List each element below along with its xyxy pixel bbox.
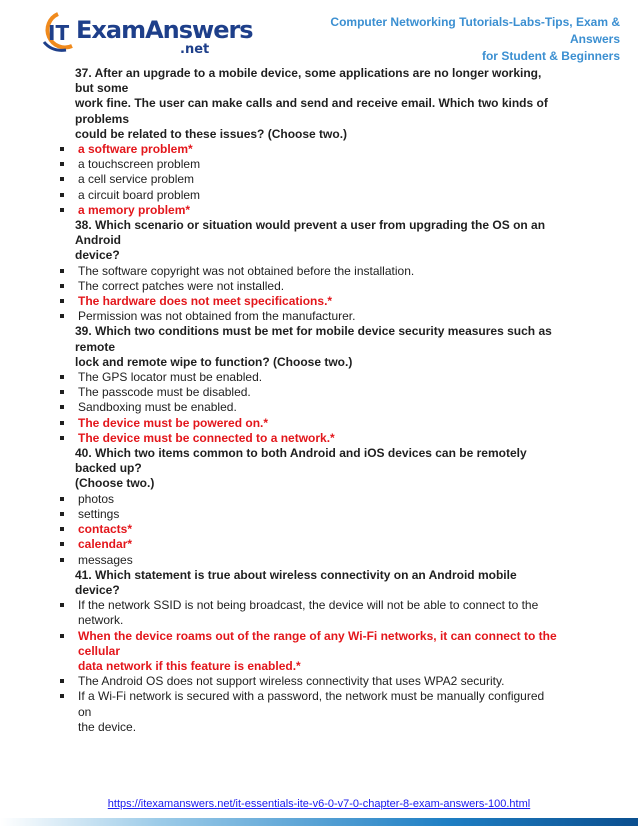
answer-option-text: a memory problem* — [78, 202, 191, 217]
answer-option-text: The device must be powered on.* — [78, 415, 269, 430]
question-text-line: could be related to these issues? (Choose two.) — [75, 126, 348, 141]
answer-option-correct — [60, 203, 560, 218]
answer-option-text: If the network SSID is not being broadcast, the device will not be able to connect to the — [78, 598, 539, 613]
question-text-line: 39. Which two conditions must be met for mobile device security measures such as remote — [75, 324, 552, 354]
answer-option — [60, 172, 560, 187]
question-list — [60, 66, 560, 735]
square-bullet-icon — [60, 512, 64, 516]
answer-option — [60, 720, 560, 735]
answer-option — [60, 400, 560, 415]
tagline-line-2: for Student & Beginners — [481, 49, 620, 63]
answer-option — [60, 370, 560, 385]
square-bullet-icon — [60, 269, 64, 273]
answer-option-correct — [60, 537, 560, 552]
square-bullet-icon — [60, 694, 64, 698]
question-text-line: device? — [75, 248, 120, 263]
answer-option-text: the device. — [78, 719, 137, 734]
answer-option-text: a software problem* — [78, 142, 193, 157]
square-bullet-icon — [60, 405, 64, 409]
answer-option-correct — [60, 522, 560, 537]
answer-option-text: Permission was not obtained from the manufacturer. — [78, 309, 356, 324]
answer-option-correct — [60, 416, 560, 431]
answer-option-text: a touchscreen problem — [78, 157, 201, 172]
site-tagline — [280, 14, 620, 65]
answer-option-text: a cell service problem — [78, 172, 195, 187]
answer-option-text: calendar* — [78, 537, 133, 552]
answer-option-text: The software copyright was not obtained before the installation. — [78, 263, 415, 278]
question-text-line: 37. After an upgrade to a mobile device, some applications are no longer working, but some — [75, 66, 542, 96]
square-bullet-icon — [60, 284, 64, 288]
answer-option-correct — [60, 294, 560, 309]
answer-option — [60, 492, 560, 507]
question-text-line: (Choose two.) — [75, 476, 155, 491]
square-bullet-icon — [60, 375, 64, 379]
logo-tld: .net — [180, 42, 210, 57]
answer-option-text: If a Wi-Fi network is secured with a password, the network must be manually configured on — [78, 689, 545, 719]
answer-option — [60, 188, 560, 203]
answer-option — [60, 598, 560, 613]
logo-name: ExamAnswers — [76, 16, 253, 44]
question-text-line: 38. Which scenario or situation would prevent a user from upgrading the OS on an Android — [75, 218, 546, 248]
square-bullet-icon — [60, 147, 64, 151]
answer-option-text: contacts* — [78, 522, 133, 537]
square-bullet-icon — [60, 314, 64, 318]
answer-option — [60, 553, 560, 568]
answer-option — [60, 157, 560, 172]
answer-option-text: The device must be connected to a network.* — [78, 430, 335, 445]
question-text-line: 41. Which statement is true about wireless connectivity on an Android mobile device? — [75, 567, 517, 597]
square-bullet-icon — [60, 497, 64, 501]
square-bullet-icon — [60, 177, 64, 181]
answer-option — [60, 309, 560, 324]
square-bullet-icon — [60, 208, 64, 212]
answer-option-correct — [60, 629, 560, 659]
question-text-line: work fine. The user can make calls and send and receive email. Which two kinds of problems — [75, 96, 548, 126]
square-bullet-icon — [60, 527, 64, 531]
square-bullet-icon — [60, 603, 64, 607]
square-bullet-icon — [60, 634, 64, 638]
square-bullet-icon — [60, 299, 64, 303]
answer-option-text: The hardware does not meet specifications.* — [78, 294, 333, 309]
square-bullet-icon — [60, 679, 64, 683]
square-bullet-icon — [60, 193, 64, 197]
answer-option — [60, 279, 560, 294]
answer-option-correct — [60, 431, 560, 446]
answer-option-text: When the device roams out of the range of any Wi-Fi networks, it can connect to the cellular — [78, 628, 557, 658]
page-header — [0, 0, 638, 62]
answer-option — [60, 264, 560, 279]
square-bullet-icon — [60, 421, 64, 425]
answer-option-text: The Android OS does not support wireless connectivity that uses WPA2 security. — [78, 674, 505, 689]
logo-mark-icon — [38, 10, 78, 56]
site-logo[interactable] — [38, 10, 253, 57]
question-text-line: 40. Which two items common to both Android and iOS devices can be remotely backed up? — [75, 446, 527, 476]
answer-option-text: data network if this feature is enabled.* — [78, 658, 301, 673]
answer-option — [60, 385, 560, 400]
square-bullet-icon — [60, 542, 64, 546]
square-bullet-icon — [60, 558, 64, 562]
answer-option — [60, 689, 560, 719]
answer-option-text: a circuit board problem — [78, 187, 201, 202]
answer-option-text: The GPS locator must be enabled. — [78, 370, 263, 385]
answer-option-text: Sandboxing must be enabled. — [78, 400, 237, 415]
question-text-line: lock and remote wipe to function? (Choose two.) — [75, 354, 353, 369]
answer-option — [60, 507, 560, 522]
answer-option-correct — [60, 142, 560, 157]
answer-option-text: The passcode must be disabled. — [78, 385, 251, 400]
answer-option-text: The correct patches were not installed. — [78, 278, 285, 293]
answer-option-text: network. — [78, 613, 124, 628]
square-bullet-icon — [60, 436, 64, 440]
square-bullet-icon — [60, 390, 64, 394]
answer-option-text: settings — [78, 506, 120, 521]
svg-text:IT: IT — [48, 21, 70, 45]
tagline-line-1: Computer Networking Tutorials-Labs-Tips, Exam & Answers — [330, 15, 620, 46]
square-bullet-icon — [60, 162, 64, 166]
answer-option-text: messages — [78, 552, 133, 567]
answer-option — [60, 674, 560, 689]
footer-url-link[interactable]: https://itexamanswers.net/it-essentials-ite-v6-0-v7-0-chapter-8-exam-answers-100.html — [107, 798, 531, 810]
answer-option — [60, 613, 560, 628]
answer-option-correct — [60, 659, 560, 674]
footer-decorative-bar — [0, 818, 638, 826]
answer-option-text: photos — [78, 491, 115, 506]
